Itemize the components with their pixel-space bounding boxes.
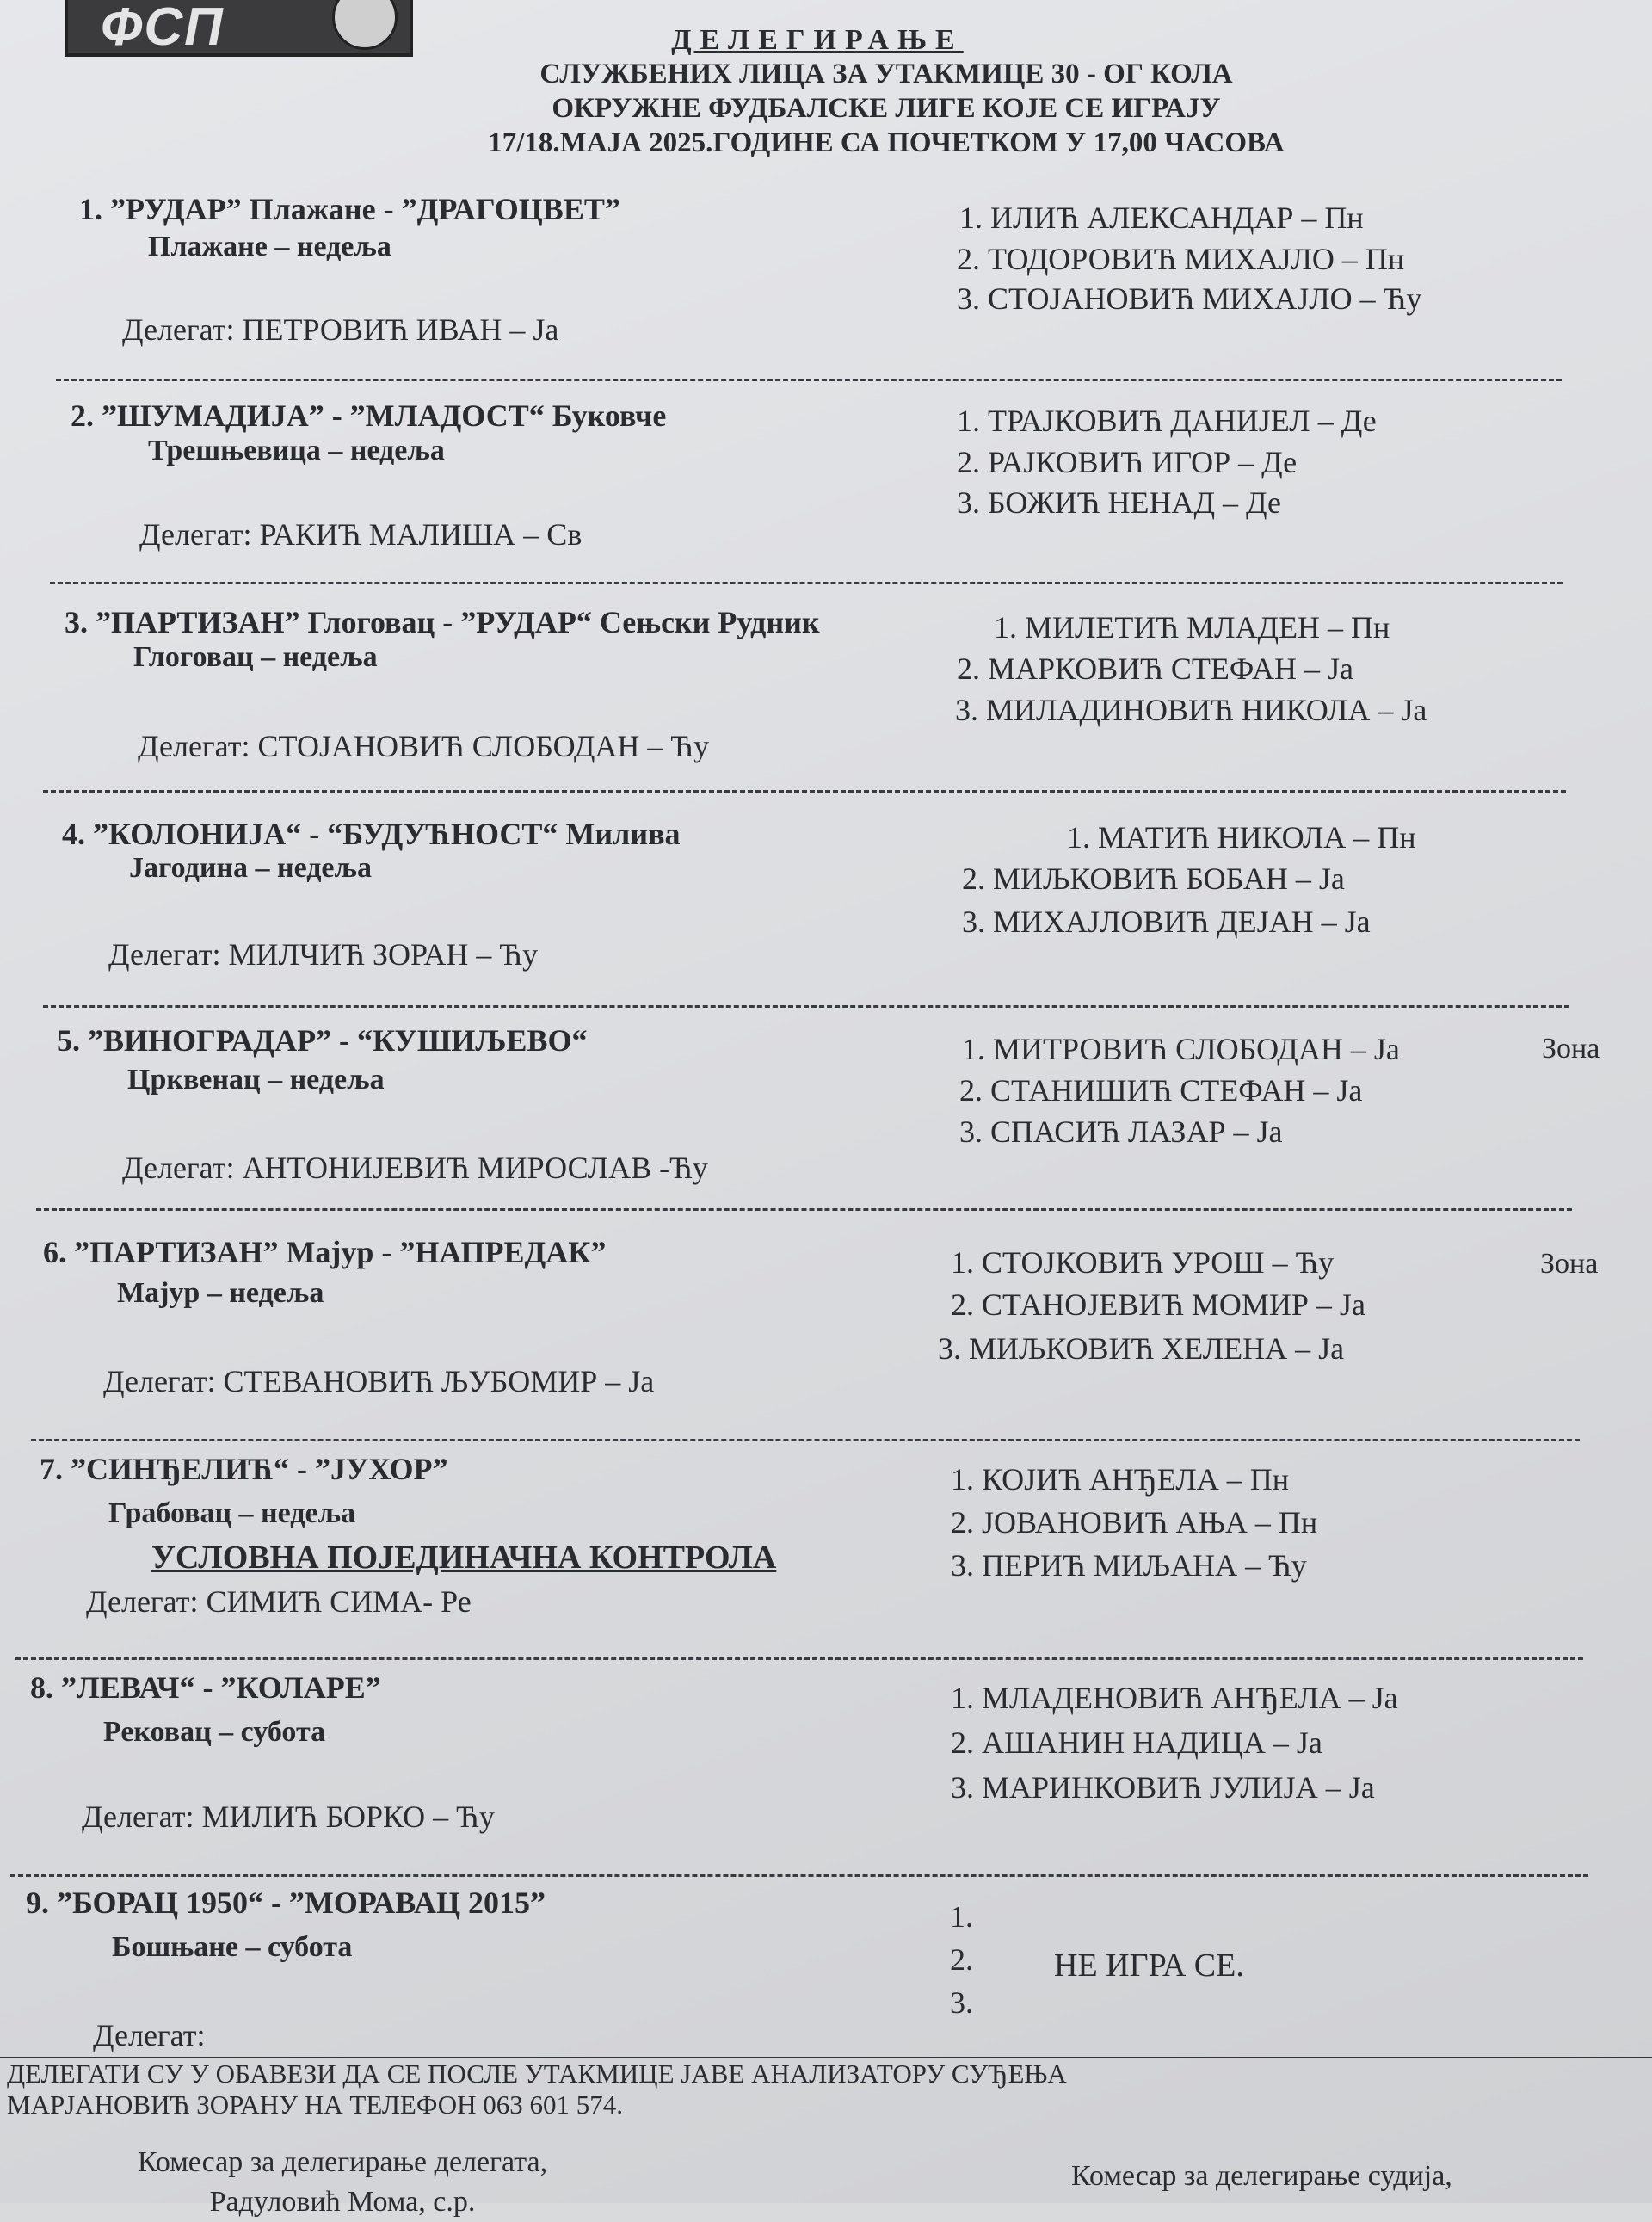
referee-1: 1. МАТИЋ НИКОЛА – Пн (1067, 820, 1416, 855)
signature-left-title: Комесар за делегирање делегата, (137, 2146, 548, 2178)
referee-2: 2. (950, 1942, 973, 1977)
match-title: 6. ”ПАРТИЗАН” Мајур - ”НАПРЕДАК” (43, 1235, 607, 1269)
referee-3: 3. СПАСИЋ ЛАЗАР – Ја (959, 1114, 1283, 1149)
match-title: 1. ”РУДАР” Плажане - ”ДРАГОЦВЕТ” (79, 192, 620, 226)
match-title: 7. ”СИНЂЕЛИЋ“ - ”ЈУХОР” (40, 1452, 448, 1486)
footer-notice (7, 2058, 1067, 2120)
match-venue: Глоговац – недеља (133, 641, 378, 673)
signature-right-title: Комесар за делегирање судија, (1071, 2160, 1452, 2192)
referee-3: 3. СТОЈАНОВИЋ МИХАЈЛО – Ћу (957, 281, 1422, 316)
referee-1: 1. МИТРОВИЋ СЛОБОДАН – Ја (962, 1032, 1400, 1066)
separator (43, 1005, 1569, 1008)
match-title: 2. ”ШУМАДИЈА” - ”МЛАДОСТ“ Буковче (71, 398, 667, 433)
referee-2: 2. МАРКОВИЋ СТЕФАН – Ја (957, 651, 1353, 686)
separator (31, 1439, 1580, 1441)
referee-3: 3. МИЛАДИНОВИЋ НИКОЛА – Ја (955, 693, 1427, 727)
referee-3: 3. МИХАЈЛОВИЋ ДЕЈАН – Ја (962, 904, 1371, 939)
separator (15, 1657, 1583, 1660)
match-title: 5. ”ВИНОГРАДАР” - “КУШИЉЕВО“ (57, 1023, 588, 1058)
referee-3: 3. МАРИНКОВИЋ ЈУЛИЈА – Ја (951, 1770, 1375, 1805)
referee-1: 1. (950, 1899, 973, 1934)
header-line-3: 17/18.МАЈА 2025.ГОДИНЕ СА ПОЧЕТКОМ У 17,00 ЧАСОВА (488, 127, 1285, 158)
match-delegate: Делегат: АНТОНИЈЕВИЋ МИРОСЛАВ -Ћу (122, 1151, 708, 1185)
separator (36, 1208, 1572, 1211)
match-delegate: Делегат: (93, 2018, 206, 2052)
match-title: 9. ”БОРАЦ 1950“ - ”МОРАВАЦ 2015” (26, 1886, 546, 1920)
zone-label: Зона (1540, 1248, 1599, 1280)
logo-text: ФСП (101, 0, 225, 57)
document-header (327, 24, 1446, 160)
match-venue: Плажане – недеља (148, 231, 391, 262)
referee-1: 1. СТОЈКОВИЋ УРОШ – Ћу (951, 1245, 1335, 1280)
conditional-control-label: УСЛОВНА ПОЈЕДИНАЧНА КОНТРОЛА (151, 1540, 777, 1576)
footer-line-2: МАРЈАНОВИЋ ЗОРАНУ НА ТЕЛЕФОН 063 601 574. (7, 2089, 623, 2120)
header-line-2: ОКРУЖНЕ ФУДБАЛСКЕ ЛИГЕ КОЈЕ СЕ ИГРАЈУ (552, 93, 1221, 124)
referee-1: 1. ИЛИЋ АЛЕКСАНДАР – Пн (959, 201, 1364, 235)
match-venue: Рековац – субота (103, 1716, 326, 1748)
referee-1: 1. МЛАДЕНОВИЋ АНЂЕЛА – Ја (951, 1681, 1398, 1715)
match-delegate: Делегат: СТОЈАНОВИЋ СЛОБОДАН – Ћу (138, 729, 710, 763)
match-venue: Трешњевица – недеља (148, 435, 445, 466)
zone-label: Зона (1542, 1033, 1600, 1065)
referee-2: 2. СТАНИШИЋ СТЕФАН – Ја (959, 1073, 1363, 1108)
match-venue: Мајур – недеља (117, 1277, 324, 1309)
match-delegate: Делегат: РАКИЋ МАЛИША – Св (139, 517, 583, 552)
referee-2: 2. ЈОВАНОВИЋ АЊА – Пн (951, 1505, 1318, 1540)
footer-line-1: ДЕЛЕГАТИ СУ У ОБАВЕЗИ ДА СЕ ПОСЛЕ УТАКМИЦЕ ЈАВЕ АНАЛИЗАТОРУ СУЂЕЊА (7, 2058, 1067, 2089)
header-line-1: СЛУЖБЕНИХ ЛИЦА ЗА УТАКМИЦЕ 30 - ОГ КОЛА (539, 59, 1233, 89)
signature-left (110, 2143, 575, 2222)
referee-3: 3. (950, 1985, 973, 2020)
match-venue: Црквенац – недеља (127, 1064, 385, 1096)
referee-2: 2. СТАНОЈЕВИЋ МОМИР – Ја (951, 1287, 1365, 1322)
referee-2: 2. ТОДОРОВИЋ МИХАЈЛО – Пн (957, 242, 1405, 276)
referee-2: 2. МИЉКОВИЋ БОБАН – Ја (962, 861, 1345, 896)
match-delegate: Делегат: СИМИЋ СИМА- Ре (86, 1584, 472, 1619)
match-title: 3. ”ПАРТИЗАН” Глоговац - ”РУДАР“ Сењски Рудник (65, 605, 820, 639)
document-title: ДЕЛЕГИРАЊЕ (671, 24, 964, 56)
referee-3: 3. БОЖИЋ НЕНАД – Де (957, 485, 1281, 520)
referee-1: 1. МИЛЕТИЋ МЛАДЕН – Пн (994, 610, 1390, 645)
referee-3: 3. МИЉКОВИЋ ХЕЛЕНА – Ја (938, 1331, 1345, 1366)
referee-3: 3. ПЕРИЋ МИЉАНА – Ћу (951, 1548, 1307, 1583)
match-delegate: Делегат: СТЕВАНОВИЋ ЉУБОМИР – Ја (103, 1364, 655, 1398)
separator (43, 790, 1566, 793)
match-venue: Грабовац – недеља (108, 1497, 356, 1529)
separator (56, 379, 1562, 381)
match-title: 8. ”ЛЕВАЧ“ - ”КОЛАРЕ” (30, 1670, 381, 1705)
match-delegate: Делегат: ПЕТРОВИЋ ИВАН – Ја (122, 312, 559, 347)
match-title: 4. ”КОЛОНИЈА“ - “БУДУЋНОСТ“ Милива (62, 817, 681, 851)
referee-1: 1. ТРАЈКОВИЋ ДАНИЈЕЛ – Де (957, 404, 1377, 438)
separator (50, 582, 1563, 584)
referee-2: 2. РАЈКОВИЋ ИГОР – Де (957, 445, 1298, 479)
match-venue: Јагодина – недеља (129, 852, 373, 884)
match-delegate: Делегат: МИЛИЋ БОРКО – Ћу (82, 1799, 495, 1834)
referee-2: 2. АШАНИН НАДИЦА – Ја (951, 1725, 1322, 1760)
not-played-note: НЕ ИГРА СЕ. (1054, 1947, 1244, 1984)
match-delegate: Делегат: МИЛЧИЋ ЗОРАН – Ћу (108, 937, 539, 972)
signature-left-name: Радуловић Мома, с.р. (209, 2186, 476, 2218)
referee-1: 1. КОЈИЋ АНЂЕЛА – Пн (951, 1462, 1290, 1497)
separator (10, 1874, 1588, 1877)
match-venue: Бошњане – субота (112, 1931, 353, 1963)
